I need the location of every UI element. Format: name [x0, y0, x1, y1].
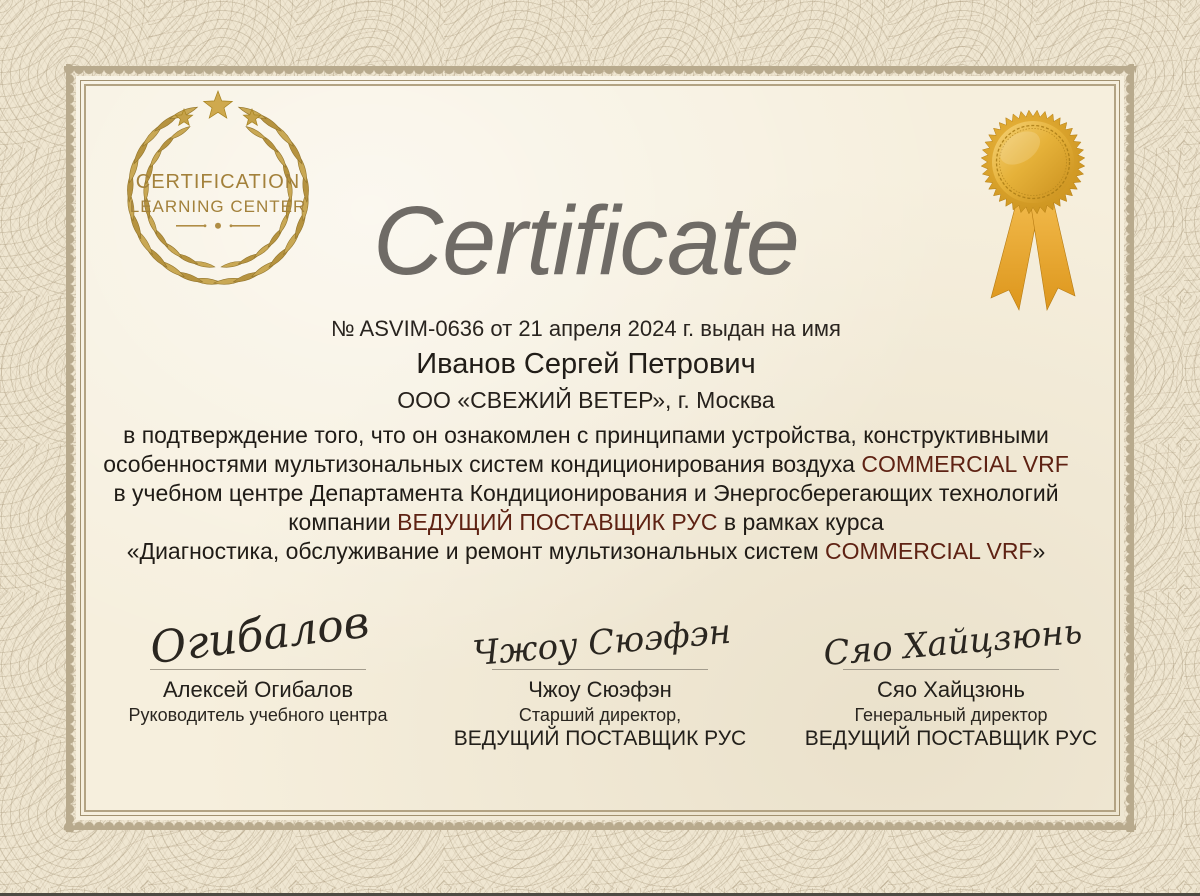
accent-text: COMMERCIAL VRF	[861, 451, 1069, 477]
signatory-role: Генеральный директор	[854, 705, 1048, 725]
stamp-edge-top	[64, 66, 1136, 76]
accent-text: ВЕДУЩИЙ ПОСТАВЩИК РУС	[397, 509, 718, 535]
signatory-name: Чжоу Сюэфэн	[528, 677, 672, 702]
signatory-name: Алексей Огибалов	[162, 677, 354, 702]
signature-block-3	[791, 581, 1111, 751]
logo-line2: LEARNING CENTER	[129, 197, 307, 216]
body-line: в учебном центре Департамента Кондиционирования и Энергосберегающих технологий	[113, 480, 1059, 506]
body-line: особенностями мультизональных систем кондиционирования воздуха COMMERCIAL VRF	[103, 451, 1069, 477]
certificate-title: Certificate	[373, 186, 799, 295]
certificate-paper	[76, 76, 1124, 820]
recipient-company: ООО «СВЕЖИЙ ВЕТЕР», г. Москва	[397, 387, 775, 413]
signature-script: Огибалов	[147, 596, 372, 675]
body-line: компании ВЕДУЩИЙ ПОСТАВЩИК РУС в рамках курса	[288, 509, 884, 535]
signature-block-2	[440, 581, 760, 751]
signature-script: Сяо Хайцзюнь	[821, 611, 1084, 675]
accent-text: COMMERCIAL VRF	[825, 538, 1033, 564]
signatory-company: ВЕДУЩИЙ ПОСТАВЩИК РУС	[453, 727, 747, 750]
stamp-edge-right	[1124, 64, 1134, 832]
certificate-body	[76, 421, 1096, 566]
signatory-company: ВЕДУЩИЙ ПОСТАВЩИК РУС	[804, 727, 1098, 750]
signatory-role: Руководитель учебного центра	[128, 705, 388, 725]
certificate-number-line: № ASVIM-0636 от 21 апреля 2024 г. выдан на имя	[331, 316, 841, 341]
body-line: «Диагностика, обслуживание и ремонт мультизональных систем COMMERCIAL VRF»	[126, 538, 1046, 564]
recipient-name: Иванов Сергей Петрович	[416, 348, 756, 380]
stamp-edge-bottom	[64, 820, 1136, 830]
logo-line1: CERTIFICATION	[135, 171, 301, 193]
signatory-role: Старший директор,	[518, 705, 682, 725]
signatory-name: Сяо Хайцзюнь	[877, 677, 1025, 702]
signature-block-1	[98, 581, 418, 726]
signature-script: Чжоу Сюэфэн	[471, 611, 733, 675]
body-line: в подтверждение того, что он ознакомлен с принципами устройства, конструктивными	[123, 422, 1049, 448]
three-stars-icon	[175, 91, 260, 125]
stamp-edge-left	[66, 64, 76, 832]
